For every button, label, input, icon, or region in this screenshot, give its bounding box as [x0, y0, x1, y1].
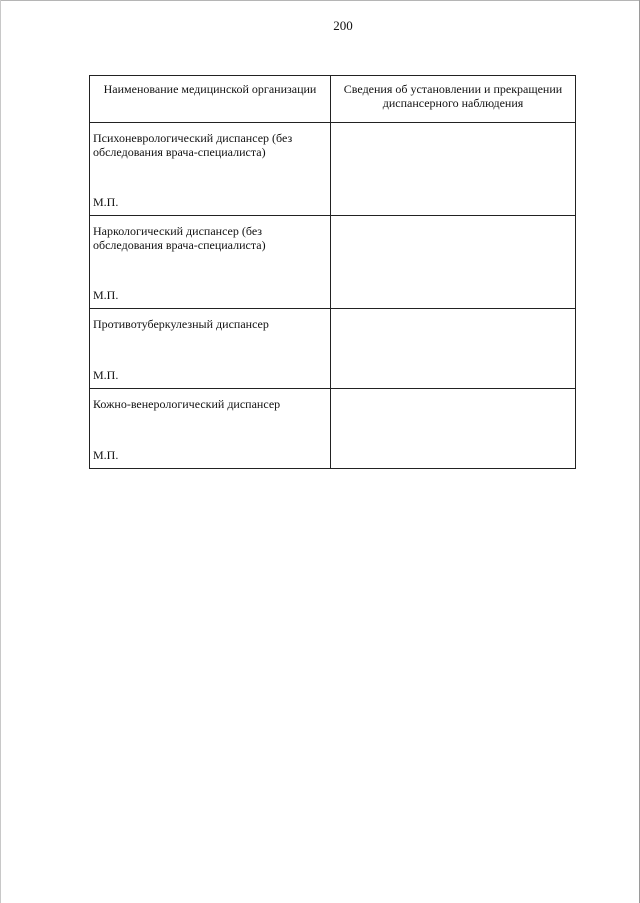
stamp-label: М.П.: [93, 195, 119, 209]
observation-info-cell[interactable]: [331, 389, 576, 469]
table-row: [90, 389, 576, 469]
stamp-label: М.П.: [93, 288, 119, 302]
page-number: 200: [333, 18, 353, 33]
header-organization: Наименование медицинской организации: [90, 76, 331, 123]
page-edge-top: [0, 0, 640, 1]
organization-name: Наркологический диспансер (без обследования врача-специалиста): [93, 224, 266, 252]
organization-name: Противотуберкулезный диспансер: [93, 317, 269, 331]
observation-info-cell[interactable]: [331, 309, 576, 389]
organization-cell: [90, 216, 331, 309]
organization-cell: [90, 389, 331, 469]
table-row: [90, 309, 576, 389]
dispensary-table: [89, 75, 576, 469]
page-edge-left: [0, 0, 1, 903]
organization-cell: [90, 123, 331, 216]
observation-info-cell[interactable]: [331, 123, 576, 216]
observation-info-cell[interactable]: [331, 216, 576, 309]
table-row: [90, 123, 576, 216]
table-row: [90, 216, 576, 309]
organization-name: Кожно-венерологический диспансер: [93, 397, 281, 411]
stamp-label: М.П.: [93, 448, 119, 462]
header-observation-info: Сведения об установлении и прекращении диспансерного наблюдения: [331, 76, 576, 123]
organization-name: Психоневрологический диспансер (без обследования врача-специалиста): [93, 131, 293, 159]
stamp-label: М.П.: [93, 368, 119, 382]
table-header-row: [90, 76, 576, 123]
organization-cell: [90, 309, 331, 389]
